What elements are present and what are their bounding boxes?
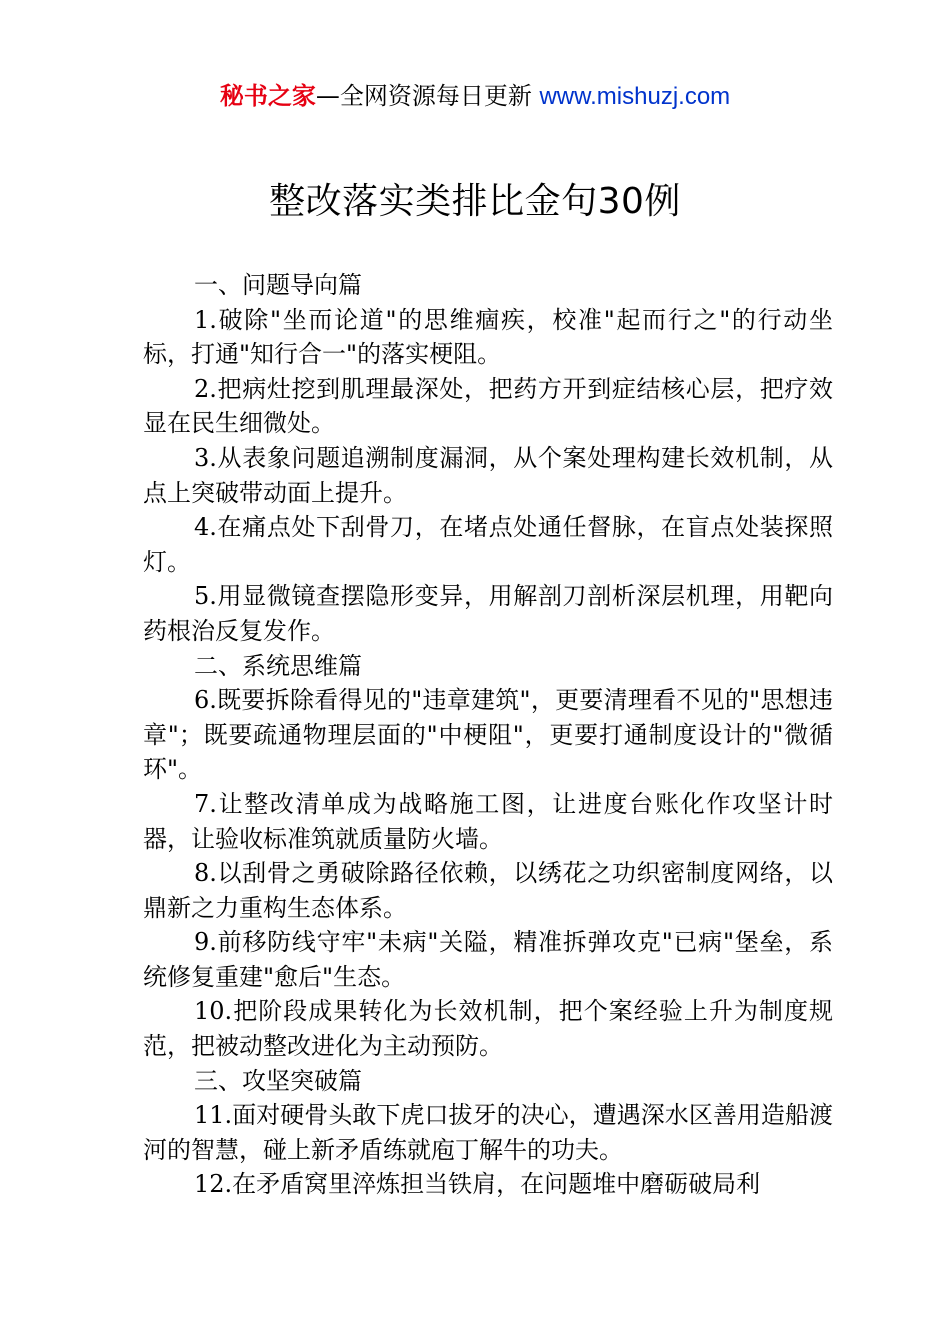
item-text: 前移防线守牢"未病"关隘，精准拆弹攻克"已病"堡垒，系统修复重建"愈后"生态。	[143, 928, 833, 991]
list-item	[143, 372, 833, 441]
brand-name: 秘书之家	[219, 82, 316, 110]
list-item	[143, 787, 833, 856]
list-item	[143, 510, 833, 579]
item-number: 6.	[194, 686, 217, 715]
item-number: 10.	[194, 997, 233, 1026]
document-body	[143, 268, 833, 1202]
list-item	[143, 856, 833, 925]
item-text: 既要拆除看得见的"违章建筑"，更要清理看不见的"思想违章"；既要疏通物理层面的"中梗阻"，更要打通制度设计的"微循环"。	[143, 686, 833, 784]
item-number: 2.	[194, 374, 217, 403]
item-number: 9.	[194, 928, 217, 957]
item-text: 在痛点处下刮骨刀，在堵点处通任督脉，在盲点处装探照灯。	[143, 513, 833, 576]
item-text: 让整改清单成为战略施工图，让进度台账化作攻坚计时器，让验收标准筑就质量防火墙。	[143, 789, 833, 853]
item-number: 4.	[194, 513, 217, 542]
header-tagline: —全网资源每日更新	[315, 82, 532, 110]
item-number: 1.	[194, 305, 217, 334]
list-item	[143, 994, 833, 1063]
item-number: 7.	[194, 789, 217, 818]
list-item	[143, 1167, 833, 1202]
item-text: 面对硬骨头敢下虎口拔牙的决心，遭遇深水区善用造船渡河的智慧，碰上新矛盾练就庖丁解牛的功夫。	[143, 1101, 833, 1164]
item-text: 破除"坐而论道"的思维痼疾，校准"起而行之"的行动坐标，打通"知行合一"的落实梗阻。	[143, 305, 833, 369]
item-text: 以刮骨之勇破除路径依赖，以绣花之功织密制度网络，以鼎新之力重构生态体系。	[143, 859, 833, 922]
section-heading: 三、攻坚突破篇	[194, 1066, 362, 1095]
item-text: 从表象问题追溯制度漏洞，从个案处理构建长效机制，从点上突破带动面上提升。	[143, 443, 833, 507]
item-number: 5.	[194, 582, 217, 611]
list-item	[143, 683, 833, 787]
list-item	[143, 579, 833, 648]
item-text: 用显微镜查摆隐形变异，用解剖刀剖析深层机理，用靶向药根治反复发作。	[143, 582, 833, 645]
list-item	[143, 441, 833, 510]
site-header	[0, 78, 950, 115]
item-text: 把病灶挖到肌理最深处，把药方开到症结核心层，把疗效显在民生细微处。	[143, 374, 833, 438]
list-item	[143, 1098, 833, 1167]
item-number: 11.	[194, 1101, 233, 1130]
list-item	[143, 925, 833, 994]
item-number: 12.	[194, 1170, 233, 1199]
section-heading: 二、系统思维篇	[194, 651, 362, 680]
list-item	[143, 303, 833, 372]
item-number: 8.	[194, 859, 217, 888]
item-number: 3.	[194, 443, 217, 472]
section-heading: 一、问题导向篇	[194, 271, 362, 299]
item-text: 把阶段成果转化为长效机制，把个案经验上升为制度规范，把被动整改进化为主动预防。	[143, 997, 833, 1061]
site-url-link[interactable]: www.mishuzj.com	[539, 83, 731, 110]
document-title: 整改落实类排比金句30例	[269, 181, 681, 222]
item-text: 在矛盾窝里淬炼担当铁肩，在问题堆中磨砺破局利	[232, 1170, 761, 1199]
